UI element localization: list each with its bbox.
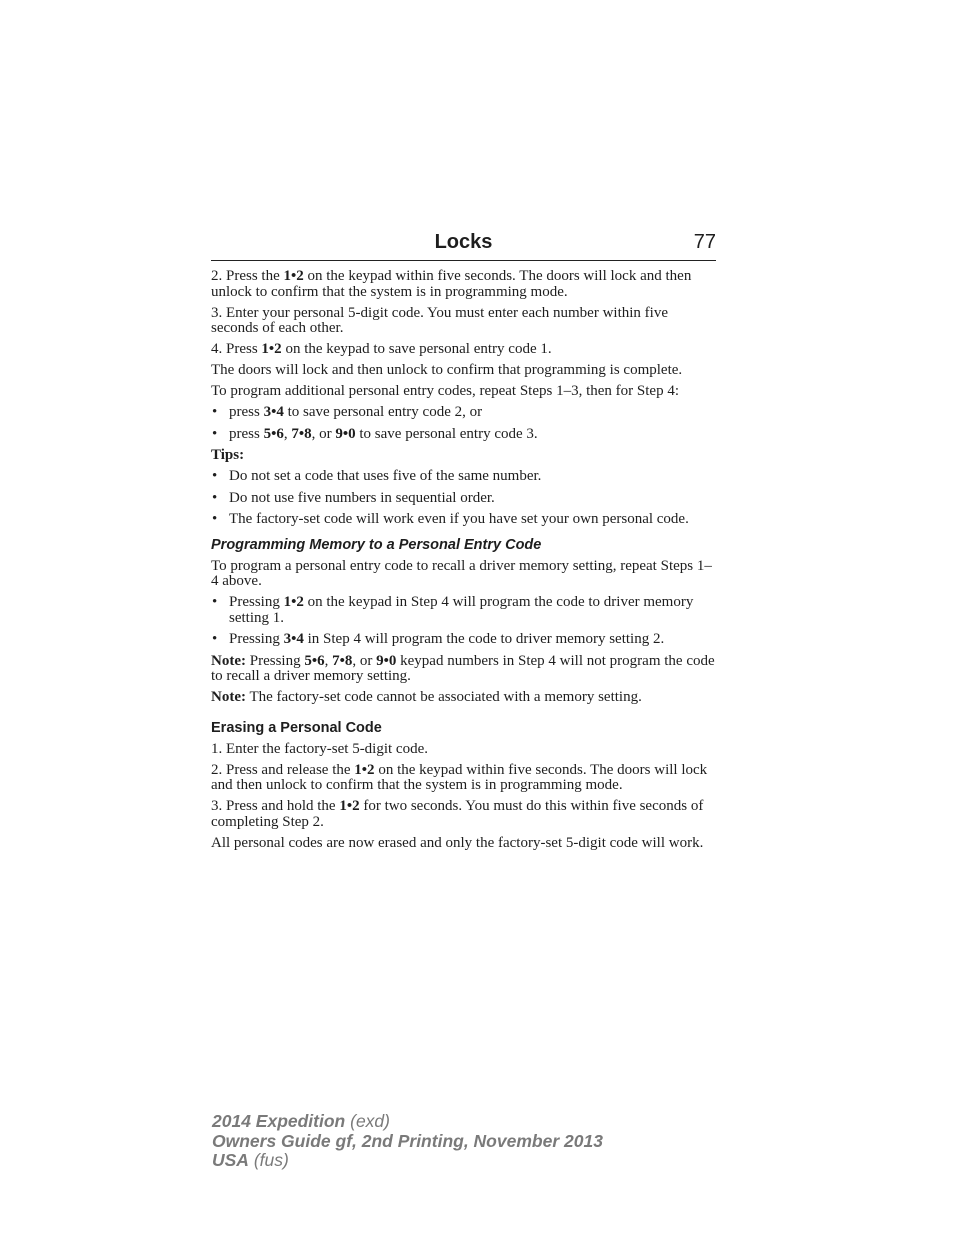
additional-codes-paragraph: To program additional personal entry codes, repeat Steps 1–3, then for Step 4: bbox=[211, 383, 679, 399]
memory-heading: Programming Memory to a Personal Entry Code bbox=[211, 536, 542, 553]
tips-label: Tips: bbox=[211, 447, 245, 463]
footer-line-2: Owners Guide gf, 2nd Printing, November 2013 bbox=[212, 1130, 603, 1151]
list-item: • press 3•4 to save personal entry code 2, or bbox=[211, 405, 716, 421]
footer-line-1: 2014 Expedition (exd) bbox=[212, 1111, 390, 1131]
page-footer bbox=[212, 1112, 603, 1171]
list-item: • Do not set a code that uses five of the same number. bbox=[211, 469, 716, 485]
list-item: • Pressing 3•4 in Step 4 will program the code to driver memory setting 2. bbox=[211, 632, 716, 648]
list-item: • press 5•6, 7•8, or 9•0 to save personal entry code 3. bbox=[211, 427, 716, 443]
erase-heading: Erasing a Personal Code bbox=[211, 719, 382, 736]
erase-step-3: 3. Press and hold the 1•2 for two seconds. You must do this within five seconds of completing Step 2. bbox=[211, 798, 704, 830]
confirm-paragraph: The doors will lock and then unlock to confirm that programming is complete. bbox=[211, 362, 683, 378]
list-item: • Do not use five numbers in sequential order. bbox=[211, 491, 716, 507]
list-item: • The factory-set code will work even if you have set your own personal code. bbox=[211, 512, 716, 528]
step-2-paragraph: 2. Press the 1•2 on the keypad within five seconds. The doors will lock and then unlock to confirm that the system is in programming mode. bbox=[211, 268, 692, 300]
erase-step-1: 1. Enter the factory-set 5-digit code. bbox=[211, 740, 429, 757]
section-title: Locks bbox=[434, 231, 493, 253]
erase-result: All personal codes are now erased and only the factory-set 5-digit code will work. bbox=[211, 834, 704, 851]
list-item: • Pressing 1•2 on the keypad in Step 4 will program the code to driver memory setting 1. bbox=[211, 595, 716, 626]
note-2: Note: The factory-set code cannot be associated with a memory setting. bbox=[211, 689, 642, 705]
page-content bbox=[211, 269, 716, 857]
memory-paragraph: To program a personal entry code to recall a driver memory setting, repeat Steps 1–4 above. bbox=[211, 557, 712, 589]
note-1: Note: Pressing 5•6, 7•8, or 9•0 keypad numbers in Step 4 will not program the code to recall a driver memory setting. bbox=[211, 652, 715, 684]
page-number: 77 bbox=[693, 231, 716, 253]
erase-step-2: 2. Press and release the 1•2 on the keypad within five seconds. The doors will lock and then unlock to confirm that the system is in programming mode. bbox=[211, 761, 708, 793]
tips-list bbox=[211, 469, 716, 528]
additional-codes-list bbox=[211, 405, 716, 442]
step-3-paragraph: 3. Enter your personal 5-digit code. You must enter each number within five seconds of each other. bbox=[211, 304, 668, 336]
page-header bbox=[211, 228, 716, 261]
step-4-paragraph: 4. Press 1•2 on the keypad to save personal entry code 1. bbox=[211, 341, 552, 357]
memory-list bbox=[211, 595, 716, 648]
footer-line-3: USA (fus) bbox=[212, 1150, 289, 1170]
